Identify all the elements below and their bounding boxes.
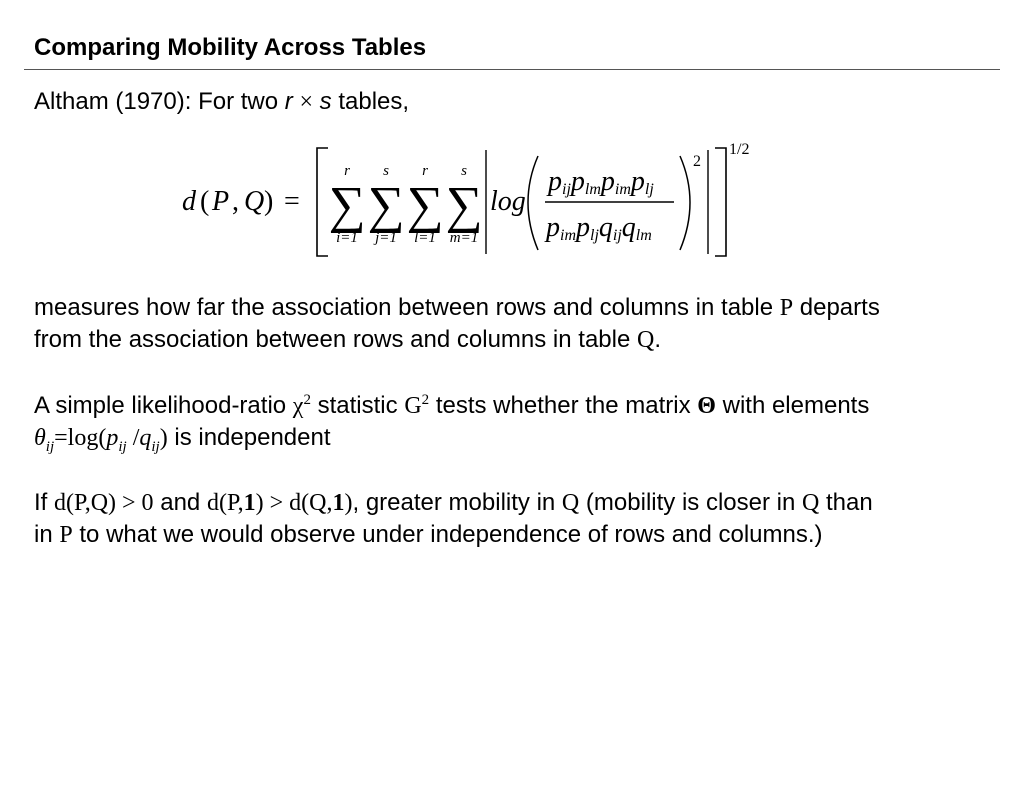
measures-paragraph <box>34 292 880 356</box>
measures-line-1: measures how far the association between rows and columns in table P departs <box>34 294 880 321</box>
intro-text-end: tables, <box>331 88 410 115</box>
formula-Q: Q <box>244 186 265 217</box>
sum-3 <box>406 163 443 246</box>
altham-formula <box>180 138 780 268</box>
condition-1: d(P,Q) > 0 <box>54 490 154 516</box>
table-P: P <box>779 295 794 321</box>
svg-text:j=1: j=1 <box>375 230 397 246</box>
theta-element: θ <box>34 425 46 451</box>
square-exponent: 2 <box>693 153 701 170</box>
outer-left-bracket <box>317 148 328 256</box>
svg-text:pimpljqijqlm: pimpljqijqlm <box>546 212 652 244</box>
intro-line <box>34 86 409 118</box>
outer-exponent: 1/2 <box>729 141 750 158</box>
svg-text:∑: ∑ <box>328 177 366 234</box>
svg-text:pijplmpimplj: pijplmpimplj <box>548 166 654 198</box>
svg-text:r: r <box>344 163 350 179</box>
right-big-paren <box>680 156 690 250</box>
conclusion-line-1: If d(P,Q) > 0 and d(P,1) > d(Q,1), greater mobility in Q (mobility is closer in Q than <box>34 489 873 516</box>
sum-4 <box>445 163 482 246</box>
title-divider <box>24 69 1000 70</box>
conclusion-paragraph <box>34 487 873 551</box>
r-variable: r <box>284 88 293 115</box>
svg-text:s: s <box>461 163 467 179</box>
svg-text:∑: ∑ <box>445 177 483 234</box>
formula-equals: = <box>284 186 300 217</box>
formula-close-paren: ) <box>264 186 274 217</box>
svg-text:∑: ∑ <box>367 177 405 234</box>
formula-comma: , <box>232 186 239 217</box>
sum-2 <box>367 163 404 246</box>
svg-text:l=1: l=1 <box>414 230 436 246</box>
Theta-matrix: Θ <box>697 393 716 419</box>
table-Q: Q <box>637 327 655 353</box>
chi-symbol: χ <box>292 393 304 419</box>
svg-text:m=1: m=1 <box>449 230 479 246</box>
times-symbol: × <box>299 89 313 115</box>
sum-1 <box>328 163 365 246</box>
condition-2: d(P,1) > d(Q,1) <box>206 490 353 516</box>
measures-line-2: from the association between rows and columns in table Q. <box>34 326 662 353</box>
svg-text:i=1: i=1 <box>336 230 358 246</box>
log-label: log <box>490 186 526 217</box>
formula-P: P <box>212 186 230 217</box>
outer-right-bracket <box>715 148 726 256</box>
G-statistic: G <box>404 393 422 419</box>
s-variable: s <box>319 88 332 115</box>
svg-text:s: s <box>383 163 389 179</box>
formula-d: d <box>182 186 196 217</box>
likelihood-line-2: $\theta_{ij}=\log(p_{ij}$ $/q_{ij}$) is independent <box>34 424 331 455</box>
svg-text:∑: ∑ <box>406 177 444 234</box>
intro-text: Altham (1970): For two <box>34 88 285 115</box>
svg-text:r: r <box>422 163 428 179</box>
slide-title: Comparing Mobility Across Tables <box>34 34 427 61</box>
likelihood-paragraph <box>34 390 869 454</box>
formula-open-paren: ( <box>200 186 210 217</box>
left-big-paren <box>528 156 538 250</box>
denominator <box>544 212 652 244</box>
conclusion-line-2: in P to what we would observe under independence of rows and columns.) <box>34 521 823 548</box>
likelihood-line-1: A simple likelihood-ratio $\chi^2$ statistic $G^2$ tests whether the matrix Θ with elements <box>34 392 870 419</box>
numerator <box>546 166 654 198</box>
